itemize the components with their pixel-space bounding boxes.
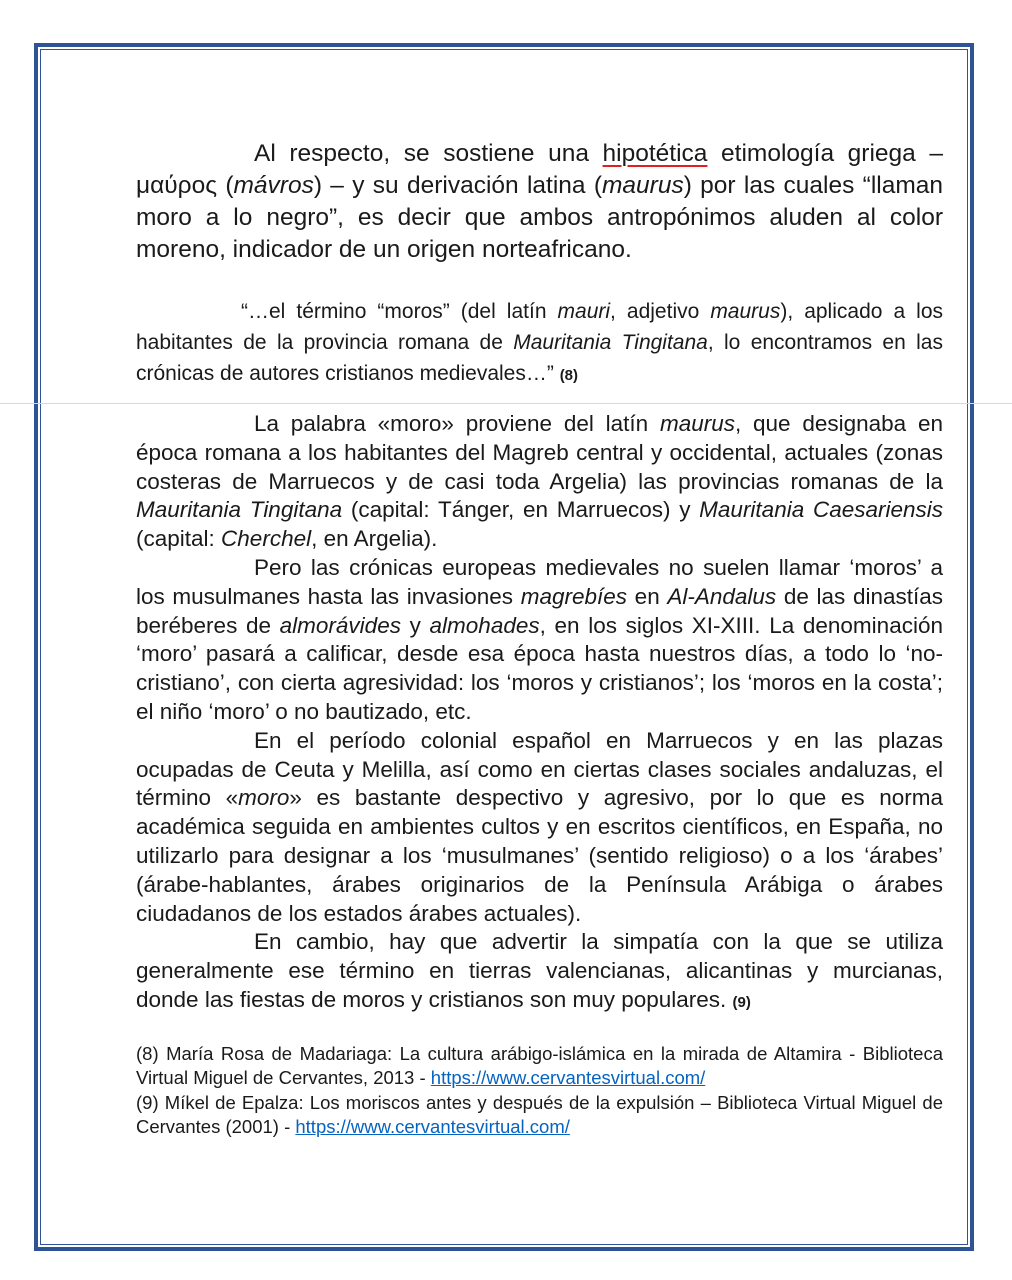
misspelled-word[interactable]: hipotética <box>602 140 708 167</box>
italic-run: mávros <box>233 172 314 199</box>
text-run: , lo encontramos en las crónicas de autores cristianos medievales…” <box>136 331 943 385</box>
italic-run: Cherchel <box>221 526 312 552</box>
italic-run: Al-Andalus <box>667 583 777 609</box>
text-run: “…el término “moros” (del latín <box>241 300 558 323</box>
italic-run: mauri <box>557 300 611 323</box>
paragraph-festivals <box>136 928 943 1017</box>
text-run: en <box>627 583 668 609</box>
text-run: ) por las cuales “llaman moro a lo negro”, es decir que ambos antropónimos aluden al color moreno, indicador de un origen norteafricano. <box>136 172 943 263</box>
italic-run: maurus <box>659 411 735 436</box>
block-quote <box>136 296 943 391</box>
footnote-link[interactable]: https://www.cervantesvirtual.com/ <box>295 1116 570 1138</box>
text-run: La palabra «moro» proviene del latín <box>254 411 660 436</box>
italic-run: maurus <box>710 300 781 323</box>
text-run: , que designaba en época romana a los habitantes del Magreb central y occidental, actuales (zonas costeras de Marruecos y de casi toda Argelia) las provincias romanas de la <box>136 411 943 494</box>
footnotes <box>136 1042 943 1140</box>
italic-run: moro <box>238 785 290 811</box>
text-run: ) – y su derivación latina ( <box>313 172 603 199</box>
italic-run: maurus <box>602 172 684 199</box>
text-run: (capital: Tánger, en Marruecos) y <box>342 497 700 523</box>
text-run: y <box>400 612 430 638</box>
text-run: etimología griega – μαύρος ( <box>136 140 943 199</box>
paragraph-colonial <box>136 727 943 929</box>
footnote-9 <box>136 1091 943 1140</box>
text-run: Al respecto, se sostiene una <box>254 140 603 167</box>
paragraph-etymology <box>136 138 943 266</box>
paragraph-origin <box>136 410 943 554</box>
italic-run: magrebíes <box>520 583 628 609</box>
text-run: (capital: <box>136 526 222 552</box>
footnote-8 <box>136 1042 943 1091</box>
text-run: , en Argelia). <box>311 526 438 552</box>
text-run: En cambio, hay que advertir la simpatía con la que se utiliza generalmente ese término en tierras valencianas, alicantinas y murcianas, donde las fiestas de moros y cristianos son muy populares. <box>136 929 943 1012</box>
text-run: , en los siglos XI-XIII. La denominación ‘moro’ pasará a calificar, desde esa época hasta nuestros días, a todo lo ‘no-cristiano’, con cierta agresividad: los ‘moros y cristianos’; los ‘moros en la costa’; el niño ‘moro’ o no bautizado, etc. <box>136 612 943 724</box>
footnote-reference-9: (9) <box>732 993 751 1011</box>
document-body <box>136 138 943 1140</box>
footnote-reference-8: (8) <box>559 367 579 384</box>
text-run: de las dinastías beréberes de <box>136 583 943 638</box>
italic-run: almohades <box>429 612 540 638</box>
italic-run: Mauritania Tingitana <box>513 331 708 354</box>
footnote-text: (8) María Rosa de Madariaga: La cultura arábigo-islámica en la mirada de Altamira - Biblioteca Virtual Miguel de Cervantes, 2013 - <box>136 1042 943 1089</box>
italic-run: Mauritania Caesariensis <box>699 497 943 523</box>
text-run: » es bastante despectivo y agresivo, por lo que es norma académica seguida en ambientes cultos y en escritos científicos, en España, no utilizarlo para designar a los ‘musulmanes’ (sentido religioso) o a los ‘árabes’ (árabe-hablantes, árabes originarios de la Península Arábiga o árabes ciudadanos de los estados árabes actuales). <box>136 785 943 926</box>
text-run: Pero las crónicas europeas medievales no suelen llamar ‘moros’ a los musulmanes hasta las invasiones <box>136 554 943 609</box>
text-run: ), aplicado a los habitantes de la provincia romana de <box>136 300 943 354</box>
main-section <box>136 410 943 1018</box>
italic-run: almorávides <box>279 612 401 638</box>
paragraph-chronicles <box>136 554 943 727</box>
footnote-text: (9) Míkel de Epalza: Los moriscos antes y después de la expulsión – Biblioteca Virtual Miguel de Cervantes (2001) - <box>136 1091 943 1138</box>
italic-run: Mauritania Tingitana <box>136 497 343 523</box>
text-run: En el período colonial español en Marruecos y en las plazas ocupadas de Ceuta y Melilla, así como en ciertas clases sociales andaluzas, el término « <box>136 727 943 811</box>
text-run: , adjetivo <box>610 300 711 323</box>
footnote-link[interactable]: https://www.cervantesvirtual.com/ <box>430 1067 706 1089</box>
